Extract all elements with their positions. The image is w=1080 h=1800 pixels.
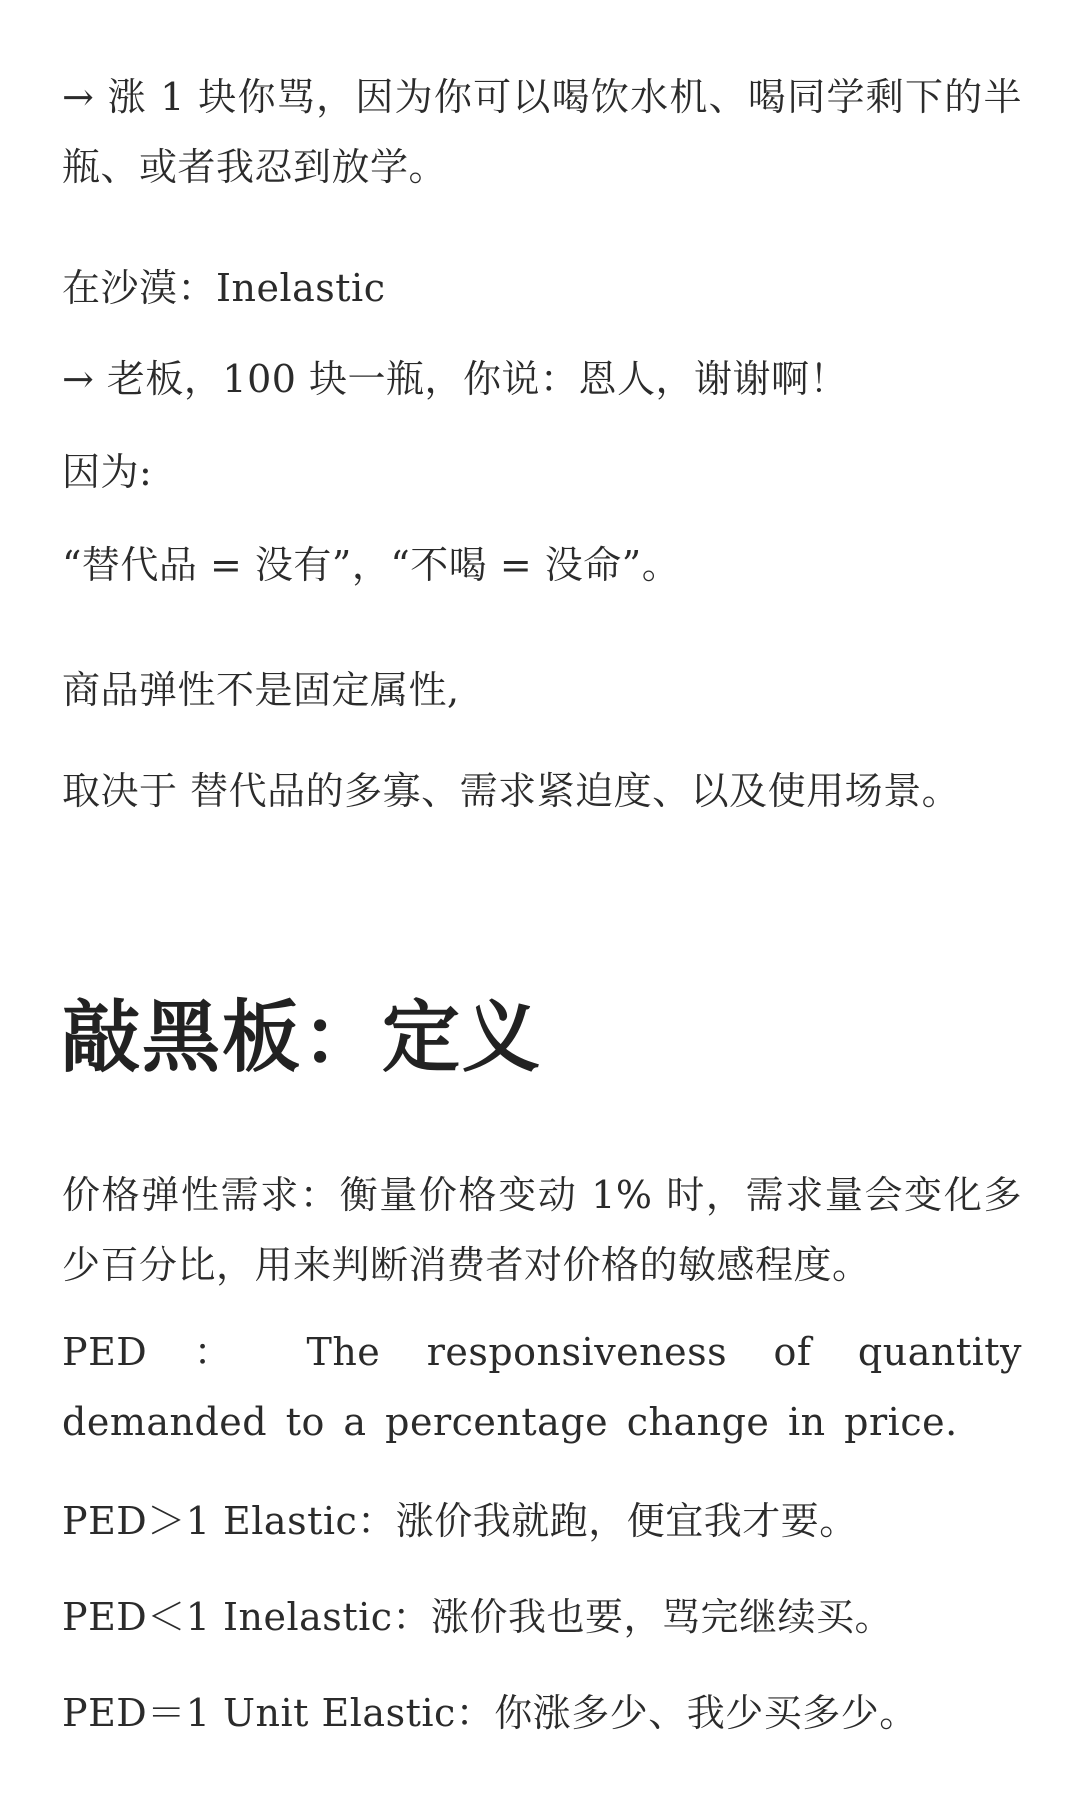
paragraph-ped-definition-en: PED ： The responsiveness of quantity demanded to a percentage change in price. <box>62 1330 1022 1444</box>
paragraph-substitutes: “替代品 = 没有”，“不喝 = 没命”。 <box>62 543 681 587</box>
paragraph-ped-unit-elastic: PED＝1 Unit Elastic：你涨多少、我少买多少。 <box>62 1691 918 1735</box>
paragraph-ped-definition-cn: 价格弹性需求：衡量价格变动 1% 时，需求量会变化多少百分比，用来判断消费者对价格的敏感程度。 <box>62 1173 1022 1287</box>
paragraph-price-rise: → 涨 1 块你骂，因为你可以喝饮水机、喝同学剩下的半瓶、或者我忍到放学。 <box>62 75 1022 189</box>
paragraph-elasticity-not-fixed: 商品弹性不是固定属性, <box>62 668 460 712</box>
paragraph-desert-price: → 老板，100 块一瓶，你说：恩人，谢谢啊！ <box>62 357 849 401</box>
paragraph-because: 因为: <box>62 450 153 494</box>
paragraph-depends-on: 取决于 替代品的多寡、需求紧迫度、以及使用场景。 <box>62 769 961 813</box>
section-heading: 敲黑板：定义 <box>62 992 543 1083</box>
paragraph-desert-label: 在沙漠：Inelastic <box>62 266 386 310</box>
paragraph-ped-elastic: PED＞1 Elastic：涨价我就跑，便宜我才要。 <box>62 1499 858 1543</box>
paragraph-ped-inelastic: PED＜1 Inelastic：涨价我也要，骂完继续买。 <box>62 1595 894 1639</box>
